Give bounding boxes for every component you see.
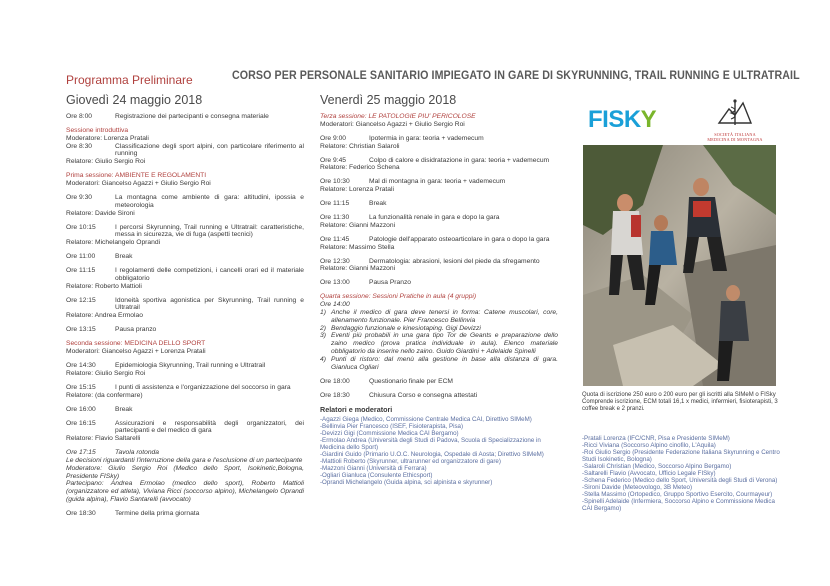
session-intro: Sessione introduttiva Moderatore: Lorenza Pratali Ore 8:30 Classificazione degli sport alpini, con particolare riferimento al running Relatore: Giulio Sergio Roi: [66, 126, 304, 166]
agenda-entry: Ore 13:00 Pausa Pranzo: [320, 279, 412, 287]
agenda-entry: Ore 9:00 Ipotermia in gara: teoria + vademecum Relatore: Christian Salaroli: [320, 134, 484, 150]
day1-title: Giovedì 24 maggio 2018: [66, 93, 203, 107]
relatore-item: -Mazzoni Gianni (Università di Ferrara): [320, 465, 427, 473]
relatore-item: -Agazzi Giega (Medico, Commissione Centrale Medica CAI, Direttivo SIMeM): [320, 416, 532, 424]
round-table: Ore 17:15 Tavola rotonda Le decisioni riguardanti l'interruzione della gara e l'esclusione di un partecipante Moderatore: Giulio Sergio Roi (Medico dello Sport, Isokinetic,Bologna, Presidente FISky) Partecipano: Andrea Ermolao (medico dello sport), Roberto Mattioli (organizzatore ed atleta), Viviana Ricci (soccorso alpino), Michelangelo Oprandi (guida alpina), Flavio Santarelli (avvocato): [66, 449, 304, 503]
relatore-item: -Schena Federico (Medico dello Sport, Università degli Studi di Verona): [582, 477, 778, 484]
relatore-item: -Giardini Guido (Primario U.O.C. Neurologia, Ospedale di Aosta; Direttivo SIMeM): [320, 451, 544, 459]
practical-item: 3) Eventi più probabili in una gara tipo Tor de Geants e preparazione dello zaino medico (prova pratica individuale in aula). Elenco materiale obbligatorio da inserire nello zaino. Guido Giardini + Adelaide Spinelli: [320, 332, 558, 356]
relatori-list: [320, 416, 558, 486]
agenda-entry: Ore 16:15 Assicurazioni e responsabilità degli organizzatori, dei partecipanti e del medico di gara Relatore: Flavio Saltarelli: [66, 419, 304, 443]
relatori-list-right: [582, 435, 782, 512]
relatore-item: -Oprandi Michelangelo (Guida alpina, sci alpinista e skyrunner): [320, 479, 493, 487]
registration-info: Quota di iscrizione 250 euro o 200 euro per gli iscritti alla SIMeM o FISky Comprende iscrizione, ECM totali 16,1 x medici, infermieri, fisioterapisti, 3 coffee break e 2 pranzi.: [582, 392, 778, 412]
agenda-entry: Ore 14:30 Epidemiologia Skyrunning, Trail running e Ultratrail Relatore: Giulio Sergio Roi: [66, 362, 266, 377]
agenda-entry: Ore 9:45 Colpo di calore e disidratazione in gara: teoria + vademecum Relatore: Federico Schena: [320, 156, 550, 172]
simem-logo: SOCIETÀ ITALIANA MEDICINA DI MONTAGNA: [690, 97, 780, 142]
agenda-entry: Ore 10:15 I percorsi Skyrunning, Trail running e Ultratrail: caratteristiche, messa in sicurezza, vie di fuga (aspetti tecnici) Relatore: Michelangelo Oprandi: [66, 223, 304, 247]
relatore-item: -Devizzi Gigi (Commissione Medica CAI Bergamo): [320, 430, 459, 438]
agenda-entry: Ore 13:15 Pausa pranzo: [66, 326, 157, 334]
session-3: Terza sessione: LE PATOLOGIE PIU' PERICOLOSE Moderatori: Giancelso Agazzi + Giulio Sergio Roi: [320, 113, 476, 128]
relatori-title: Relatori e moderatori: [320, 404, 393, 414]
relatore-item: -Ermolao Andrea (Università degli Studi di Padova, Scuola di Specializzazione in Medicina dello Sport): [320, 437, 541, 452]
program-label: Programma Preliminare: [66, 73, 193, 87]
photo-image: [583, 145, 776, 386]
agenda-entry: Ore 12:15 Idoneità sportiva agonistica per Skyrunning, Trail running e Ultratrail Relatore: Andrea Ermolao: [66, 296, 304, 320]
relatore-item: -Bellinvia Pier Francesco (ISEF, Fisioterapista, Pisa): [320, 423, 464, 431]
day2-column: [320, 93, 558, 486]
agenda-entry: Ore 11:30 La funzionalità renale in gara e dopo la gara Relatore: Gianni Mazzoni: [320, 214, 500, 229]
session-2: Seconda sessione: MEDICINA DELLO SPORT Moderatori: Giancelso Agazzi + Lorenza Pratali: [66, 340, 206, 356]
agenda-entry: Ore 11:15 Break: [320, 200, 387, 208]
course-title: CORSO PER PERSONALE SANITARIO IMPIEGATO IN GARE DI SKYRUNNING, TRAIL RUNNING E ULTRATRAIL: [232, 68, 800, 82]
mountain-caduceus-icon: [715, 97, 755, 127]
agenda-entry: Ore 8:00 Registrazione dei partecipanti e consegna materiale: [66, 113, 269, 120]
day2-title: Venerdì 25 maggio 2018: [320, 93, 457, 107]
relatore-item: -Ricci Viviana (Soccorso Alpino cinofilo, L'Aquila): [582, 442, 716, 449]
agenda-entry: Ore 18:30 Chiusura Corso e consegna attestati: [320, 391, 478, 399]
agenda-entry: Ore 18:30 Termine della prima giornata: [66, 509, 200, 517]
practical-item: 4) Punti di ristoro: dal menù alla gestione in base alla distanza di gara. Gianluca Ogliari: [320, 355, 558, 371]
relatore-item: -Salaroli Christian (Medico, Soccorso Alpino Bergamo): [582, 463, 732, 470]
relatore-item: -Sironi Davide (Meteovologo, 3B Meteo): [582, 484, 693, 491]
trail-runners-photo: [583, 145, 776, 386]
agenda-entry: Ore 11:00 Break: [66, 253, 133, 261]
relatore-item: -Pratali Lorenza (IFC/CNR, Pisa e Presidente SIMeM): [582, 435, 730, 442]
agenda-entry: Ore 15:15 I punti di assistenza e l'organizzazione del soccorso in gara Relatore: (da confermare): [66, 383, 291, 399]
session-4: Quarta sessione: Sessioni Pratiche in aula (4 gruppi) Ore 14:00 1) Anche il medico di gara deve tenersi in forma: Catene muscolari, core, allenamento funzionale. Pier Francesco Bellinvia 2) Bendaggio funzionale e kinesiotaping. Gigi Devizzi 3) Eventi più probabili in una gara tipo Tor de Geants e preparazione dello zaino medico (prova pratica individuale in aula). Elenco materiale obbligatorio da inserire nello zaino. Guido Giardini + Adelaide Spinelli 4) Punti di ristoro: dal menù alla gestione in base alla distanza di gara. Gianluca Ogliari: [320, 293, 558, 371]
relatore-item: -Spinelli Adelaide (Infermiera, Soccorso Alpino e Commissione Medica CAI Bergamo): [582, 498, 775, 512]
relatore-item: -Saltarelli Flavio (Avvocato, Ufficio Legale FISky): [582, 470, 716, 477]
agenda-entry: Ore 11:45 Patologie dell'apparato osteoarticolare in gara o dopo la gara Relatore: Massimo Stella: [320, 235, 550, 251]
practical-item: 2) Bendaggio funzionale e kinesiotaping. Gigi Devizzi: [320, 324, 481, 332]
day1-column: [66, 93, 304, 524]
agenda-entry: Ore 10:30 Mal di montagna in gara: teoria + vademecum Relatore: Lorenza Pratali: [320, 178, 506, 194]
agenda-entry: Ore 9:30 La montagna come ambiente di gara: altitudini, ipossia e meteorologia Relatore: Davide Sironi: [66, 193, 304, 217]
relatore-item: -Stella Massimo (Ortopedico, Gruppo Sportivo Esercito, Courmayeur): [582, 491, 773, 498]
agenda-entry: Ore 11:15 I regolamenti delle competizioni, i cancelli orari ed il materiale obbligatorio Relatore: Roberto Mattioli: [66, 267, 304, 290]
relatore-item: -Ogliari Gianluca (Consulente Ethicsport): [320, 472, 433, 480]
fisky-logo: FISKY: [588, 106, 657, 133]
agenda-entry: Ore 12:30 Dermatologia: abrasioni, lesioni del piede da sfregamento Relatore: Gianni Mazzoni: [320, 257, 540, 273]
practical-item: 1) Anche il medico di gara deve tenersi in forma: Catene muscolari, core, allenamento funzionale. Pier Francesco Bellinvia: [320, 309, 558, 324]
agenda-entry: Ore 16:00 Break: [66, 405, 133, 413]
relatore-item: -Roi Giulio Sergio (Presidente Federazione Italiana Skyrunning e Centro Studi Isokinetic, Bologna): [582, 449, 780, 463]
agenda-entry: Ore 18:00 Questionario finale per ECM: [320, 377, 454, 385]
relatore-item: -Mattioli Roberto (Skyrunner, ultrarunner ed organizzatore di gare): [320, 458, 501, 466]
session-1: Prima sessione: AMBIENTE E REGOLAMENTI Moderatori: Giancelso Agazzi + Giulio Sergio Roi: [66, 172, 211, 187]
